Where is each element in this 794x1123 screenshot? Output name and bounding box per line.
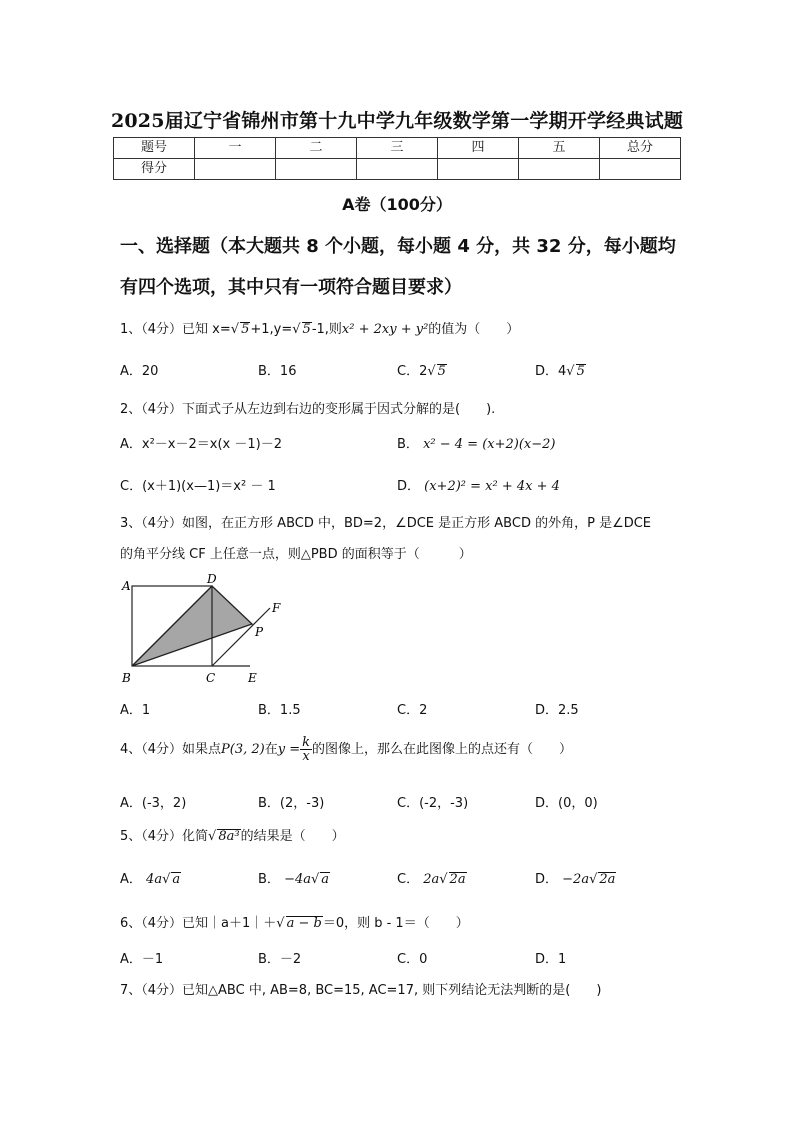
square-figure: [120, 572, 300, 692]
q5-option-c[interactable]: C． 2a√ 2a: [397, 872, 466, 887]
q5-option-b-key: B．: [258, 872, 280, 887]
q4-point: P(3, 2): [221, 742, 265, 757]
score-table-header-row: [114, 138, 681, 159]
q6-radicand: a − b: [286, 916, 322, 931]
q4-prefix: 4、（4分）如果点: [120, 742, 222, 757]
q5-option-a-rad: a: [172, 872, 181, 887]
score-cell: [357, 159, 438, 180]
q5-option-b[interactable]: B． −4a√ a: [258, 872, 330, 887]
q6-option-c[interactable]: C．0: [397, 952, 428, 967]
q1-suffix: 的值为（ ）: [428, 322, 520, 337]
q1-option-c-sqrt: 5: [437, 364, 446, 379]
label-a: A: [122, 579, 131, 593]
score-cell: [276, 159, 357, 180]
score-header-cell: 四: [438, 138, 519, 159]
score-header-cell: 三: [357, 138, 438, 159]
q5-option-d-rad: 2a: [599, 872, 616, 887]
label-f: F: [272, 601, 281, 615]
q1-mid1: +1,y=: [250, 322, 293, 337]
q6-option-d[interactable]: D．1: [535, 952, 567, 967]
q5-option-d-key: D．: [535, 872, 559, 887]
q5-option-a-key: A．: [120, 872, 142, 887]
q2-option-b[interactable]: [397, 433, 555, 452]
q2-option-b-expr: x² − 4 = (x+2)(x−2): [423, 437, 556, 452]
question-3-line1: 3、（4分）如图，在正方形 ABCD 中，BD=2，∠DCE 是正方形 ABCD 的外角，P 是∠DCE: [120, 516, 652, 531]
q3-option-b[interactable]: B．1.5: [258, 703, 301, 718]
question-4: [120, 736, 572, 763]
section-one-heading-line1: 一、选择题（本大题共 8 个小题，每小题 4 分，共 32 分，每小题均: [120, 236, 676, 257]
question-3-line2: 的角平分线 CF 上任意一点，则△PBD 的面积等于（ ）: [120, 547, 472, 562]
q5-option-b-rad: a: [321, 872, 330, 887]
q5-suffix: 的结果是（ ）: [240, 829, 345, 844]
question-7: 7、（4分）已知△ABC 中, AB=8, BC=15, AC=17, 则下列结论无法判断的是( ): [120, 983, 602, 998]
score-cell: [438, 159, 519, 180]
q4-suffix: 的图像上，那么在此图像上的点还有（ ）: [312, 742, 573, 757]
score-header-cell: 一: [195, 138, 276, 159]
q6-suffix: ＝0，则 b - 1＝（ ）: [322, 916, 469, 931]
q1-mid2: -1,则: [311, 322, 342, 337]
q2-option-d-expr: (x+2)² = x² + 4x + 4: [424, 479, 560, 494]
q4-option-a[interactable]: A．(-3，2): [120, 796, 187, 811]
q3-option-a[interactable]: A．1: [120, 703, 151, 718]
score-cell: [195, 159, 276, 180]
q4-fraction: [300, 736, 312, 763]
score-row-label: 得分: [114, 159, 195, 180]
q4-option-d[interactable]: D．(0，0): [535, 796, 598, 811]
q4-denominator: x: [302, 749, 310, 764]
q1-expression: x² + 2xy + y²: [341, 322, 429, 337]
q2-option-d-key: D．: [397, 479, 421, 494]
q4-option-c[interactable]: C．(-2，-3): [397, 796, 469, 811]
q1-sqrt-b: 5: [302, 322, 311, 337]
q1-option-c[interactable]: C．2√ 5: [397, 364, 446, 379]
score-cell: [519, 159, 600, 180]
q5-option-d[interactable]: D． −2a√ 2a: [535, 872, 616, 887]
q6-option-b[interactable]: B．－2: [258, 952, 302, 967]
q4-option-b[interactable]: B．(2，-3): [258, 796, 325, 811]
q5-option-c-rad: 2a: [449, 872, 466, 887]
question-5: 5、（4分）化简√ 8a³的结果是（ ）: [120, 829, 345, 844]
question-2: 2、（4分）下面式子从左边到右边的变形属于因式分解的是( ).: [120, 402, 496, 417]
exam-title: 2025届辽宁省锦州市第十九中学九年级数学第一学期开学经典试题: [110, 110, 684, 132]
q3-option-d[interactable]: D．2.5: [535, 703, 579, 718]
section-one-heading-line2: 有四个选项，其中只有一项符合题目要求）: [120, 277, 462, 298]
q5-option-c-key: C．: [397, 872, 420, 887]
q1-option-d[interactable]: D．4√ 5: [535, 364, 585, 379]
q5-option-a-coef: 4a: [146, 872, 163, 887]
q1-option-d-text: D．4: [535, 364, 567, 379]
score-header-cell: 二: [276, 138, 357, 159]
q4-numerator: k: [302, 735, 311, 750]
q4-lhs: y =: [277, 742, 301, 757]
q5-option-d-coef: −2a: [562, 872, 590, 887]
q5-option-b-coef: −4a: [284, 872, 311, 887]
score-header-cell: 题号: [114, 138, 195, 159]
label-p: P: [255, 625, 264, 639]
label-d: D: [207, 572, 217, 586]
q1-sqrt-a: 5: [241, 322, 250, 337]
q5-option-a[interactable]: A． 4a√ a: [120, 872, 181, 887]
score-header-cell: 五: [519, 138, 600, 159]
score-table: [113, 137, 681, 180]
q5-prefix: 5、（4分）化简: [120, 829, 209, 844]
section-a-title: A卷（100分）: [342, 195, 452, 214]
triangle-pbd: [132, 586, 252, 666]
q3-option-c[interactable]: C．2: [397, 703, 428, 718]
score-header-cell: 总分: [600, 138, 681, 159]
label-b: B: [122, 671, 131, 685]
q1-option-d-sqrt: 5: [576, 364, 585, 379]
q1-option-c-text: C．2: [397, 364, 428, 379]
score-cell: [600, 159, 681, 180]
q4-mid: 在: [264, 742, 278, 757]
q5-radicand: 8a³: [218, 829, 240, 844]
q5-option-c-coef: 2a: [423, 872, 440, 887]
q1-prefix: 1、（4分）已知 x=: [120, 322, 231, 337]
q2-option-c[interactable]: C．(x＋1)(x—1)＝x² － 1: [120, 479, 276, 494]
q6-prefix: 6、（4分）已知｜a＋1｜＋: [120, 916, 277, 931]
q1-option-b[interactable]: B．16: [258, 364, 297, 379]
q1-option-a[interactable]: A．20: [120, 364, 159, 379]
label-c: C: [206, 671, 216, 685]
score-table-score-row: [114, 159, 681, 180]
q2-option-b-key: B．: [397, 437, 419, 452]
q2-option-d[interactable]: [397, 475, 560, 494]
question-6: 6、（4分）已知｜a＋1｜＋√ a − b＝0，则 b - 1＝（ ）: [120, 916, 469, 931]
q2-option-a[interactable]: A．x²－x－2＝x(x －1)－2: [120, 437, 282, 452]
question-1: 1、（4分）已知 x=√ 5+1,y=√ 5-1,则x² + 2xy + y²的值为（ ）: [120, 322, 520, 337]
q6-option-a[interactable]: A．－1: [120, 952, 164, 967]
label-e: E: [248, 671, 257, 685]
